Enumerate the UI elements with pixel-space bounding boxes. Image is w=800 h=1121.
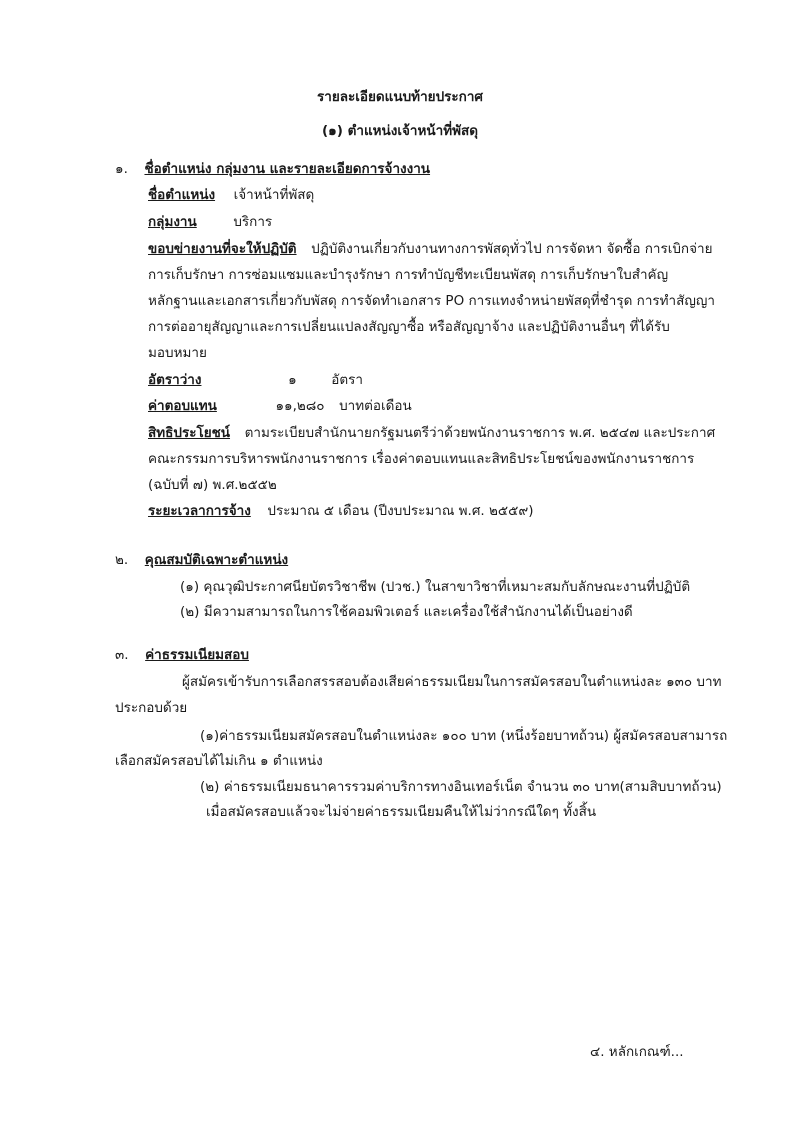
group-label: กลุ่มงาน	[148, 214, 197, 230]
fee-item-line: (๑)ค่าธรรมเนียมสมัครสอบในตำแหน่งละ ๑๐๐ บาท (หนึ่งร้อยบาทถ้วน) ผู้สมัครสอบสามารถ	[200, 728, 728, 744]
position-subtitle: (๑) ตำแหน่งเจ้าหน้าที่พัสดุ	[322, 123, 478, 139]
period-row	[148, 502, 533, 520]
qualification-item: (๒) มีความสามารถในการใช้คอมพิวเตอร์ และเครื่องใช้สำนักงานได้เป็นอย่างดี	[180, 604, 633, 620]
section-3-number: ๓.	[115, 647, 129, 663]
scope-line: มอบหมาย	[148, 345, 207, 361]
group-row	[148, 213, 272, 231]
page-continuation: ๔. หลักเกณฑ์...	[590, 1044, 684, 1060]
period-value: ประมาณ ๕ เดือน (ปีงบประมาณ พ.ศ. ๒๕๕๙)	[267, 503, 534, 519]
scope-line: หลักฐานและเอกสารเกี่ยวกับพัสดุ การจัดทำเอกสาร PO การแทงจำหน่ายพัสดุที่ชำรุด การทำสัญญา	[148, 293, 715, 309]
vacancy-row	[148, 371, 363, 389]
vacancy-unit: อัตรา	[331, 372, 363, 388]
section-2-heading	[115, 551, 288, 569]
section-1-title: ชื่อตำแหน่ง กลุ่มงาน และรายละเอียดการจ้างงาน	[144, 161, 431, 177]
section-2-number: ๒.	[115, 552, 129, 568]
fee-paragraph-line: ผู้สมัครเข้ารับการเลือกสรรสอบต้องเสียค่าธรรมเนียมในการสมัครสอบในตำแหน่งละ ๑๓๐ บาท	[182, 674, 722, 690]
benefit-line: ตามระเบียบสำนักนายกรัฐมนตรีว่าด้วยพนักงานราชการ พ.ศ. ๒๕๔๗ และประกาศ	[244, 425, 716, 441]
benefit-label: สิทธิประโยชน์	[148, 425, 231, 441]
section-1-heading	[115, 160, 430, 178]
section-3-heading	[115, 646, 249, 664]
pay-row	[148, 397, 412, 415]
fee-item-line: เลือกสมัครสอบได้ไม่เกิน ๑ ตำแหน่ง	[115, 753, 323, 769]
scope-row	[148, 240, 713, 258]
qualification-item: (๑) คุณวุฒิประกาศนียบัตรวิชาชีพ (ปวช.) ในสาขาวิชาที่เหมาะสมกับลักษณะงานที่ปฏิบัติ	[180, 579, 691, 595]
position-name-value: เจ้าหน้าที่พัสดุ	[233, 187, 315, 203]
pay-unit: บาทต่อเดือน	[339, 398, 412, 414]
group-value: บริการ	[233, 214, 273, 230]
scope-line: การเก็บรักษา การซ่อมแซมและบำรุงรักษา การทำบัญชีทะเบียนพัสดุ การเก็บรักษาใบสำคัญ	[148, 267, 669, 283]
scope-label: ขอบข่ายงานที่จะให้ปฏิบัติ	[148, 241, 297, 257]
vacancy-value: ๑	[288, 372, 297, 388]
period-label: ระยะเวลาการจ้าง	[148, 503, 251, 519]
document-title: รายละเอียดแนบท้ายประกาศ	[317, 89, 483, 105]
section-1-number: ๑.	[115, 161, 128, 177]
fee-item-line: (๒) ค่าธรรมเนียมธนาคารรวมค่าบริการทางอินเทอร์เน็ต จำนวน ๓๐ บาท(สามสิบบาทถ้วน)	[200, 779, 722, 795]
scope-line: การต่ออายุสัญญาและการเปลี่ยนแปลงสัญญาซื้อ หรือสัญญาจ้าง และปฏิบัติงานอื่นๆ ที่ได้รับ	[148, 319, 670, 335]
fee-item-line: เมื่อสมัครสอบแล้วจะไม่จ่ายค่าธรรมเนียมคืนให้ไม่ว่ากรณีใดๆ ทั้งสิ้น	[206, 804, 597, 820]
benefit-line: คณะกรรมการบริหารพนักงานราชการ เรื่องค่าตอบแทนและสิทธิประโยชน์ของพนักงานราชการ	[148, 451, 695, 467]
pay-value: ๑๑,๒๘๐	[275, 398, 325, 414]
position-name-label: ชื่อตำแหน่ง	[148, 187, 216, 203]
position-name-row	[148, 186, 314, 204]
scope-line: ปฏิบัติงานเกี่ยวกับงานทางการพัสดุทั่วไป การจัดหา จัดซื้อ การเบิกจ่าย	[311, 241, 713, 257]
fee-paragraph-line: ประกอบด้วย	[115, 700, 188, 716]
pay-label: ค่าตอบแทน	[148, 398, 217, 414]
section-2-title: คุณสมบัติเฉพาะตำแหน่ง	[144, 552, 289, 568]
benefit-line: (ฉบับที่ ๗) พ.ศ.๒๕๕๒	[148, 477, 277, 493]
vacancy-label: อัตราว่าง	[148, 372, 202, 388]
section-3-title: ค่าธรรมเนียมสอบ	[145, 647, 249, 663]
benefit-row	[148, 424, 715, 442]
